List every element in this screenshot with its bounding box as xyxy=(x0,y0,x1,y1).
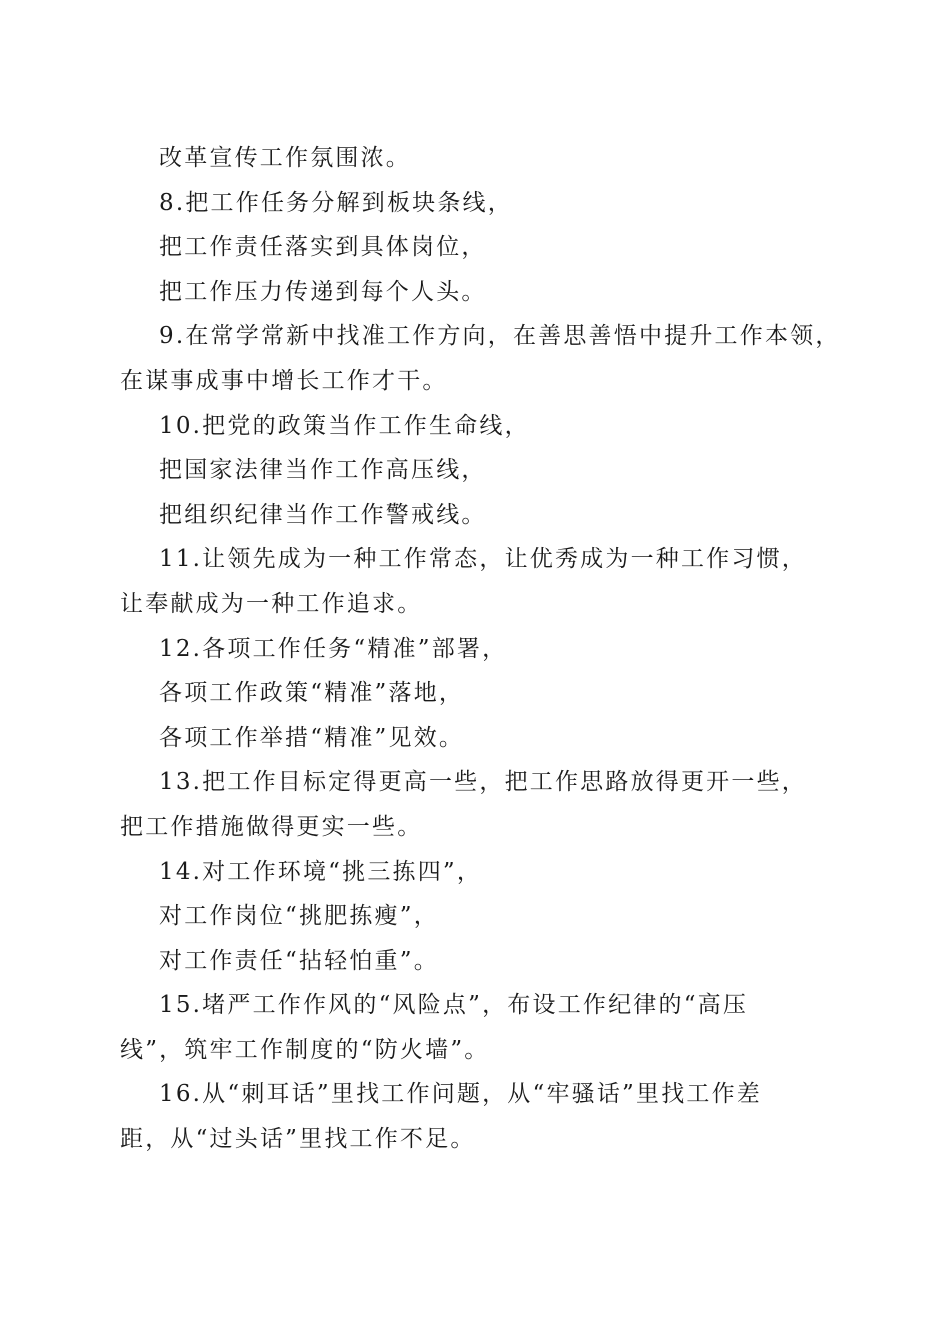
text-line: 14.对工作环境“挑三拣四”， xyxy=(159,858,483,885)
text-line: 16.从“刺耳话”里找工作问题，从“牢骚话”里找工作差 xyxy=(159,1081,763,1108)
text-line: 让奉献成为一种工作追求。 xyxy=(120,590,423,617)
text-line: 10.把党的政策当作工作生命线， xyxy=(159,412,530,439)
text-line: 对工作岗位“挑肥拣瘦”， xyxy=(159,903,439,930)
text-line: 把工作压力传递到每个人头。 xyxy=(159,278,487,305)
text-line: 8.把工作任务分解到板块条线， xyxy=(159,189,513,216)
text-line: 把工作责任落实到具体岗位， xyxy=(159,234,487,261)
document-body xyxy=(120,136,840,1162)
text-line: 12.各项工作任务“精准”部署， xyxy=(159,635,508,662)
text-line: 各项工作政策“精准”落地， xyxy=(159,680,465,707)
text-line: 把国家法律当作工作高压线， xyxy=(159,457,487,484)
text-line: 11.让领先成为一种工作常态，让优秀成为一种工作习惯， xyxy=(159,546,807,573)
text-line: 把工作措施做得更实一些。 xyxy=(120,813,423,840)
text-line: 对工作责任“拈轻怕重”。 xyxy=(159,947,439,974)
text-line: 各项工作举措“精准”见效。 xyxy=(159,724,465,751)
text-line: 线”，筑牢工作制度的“防火墙”。 xyxy=(120,1036,490,1063)
text-line: 距，从“过头话”里找工作不足。 xyxy=(120,1126,476,1153)
text-line: 9.在常学常新中找准工作方向，在善思善悟中提升工作本领， xyxy=(159,323,841,350)
text-line: 把组织纪律当作工作警戒线。 xyxy=(159,501,487,528)
text-line: 在谋事成事中增长工作才干。 xyxy=(120,367,448,394)
text-line: 13.把工作目标定得更高一些，把工作思路放得更开一些， xyxy=(159,769,807,796)
text-line: 改革宣传工作氛围浓。 xyxy=(159,145,411,171)
text-line: 15.堵严工作作风的“风险点”，布设工作纪律的“高压 xyxy=(159,992,749,1019)
